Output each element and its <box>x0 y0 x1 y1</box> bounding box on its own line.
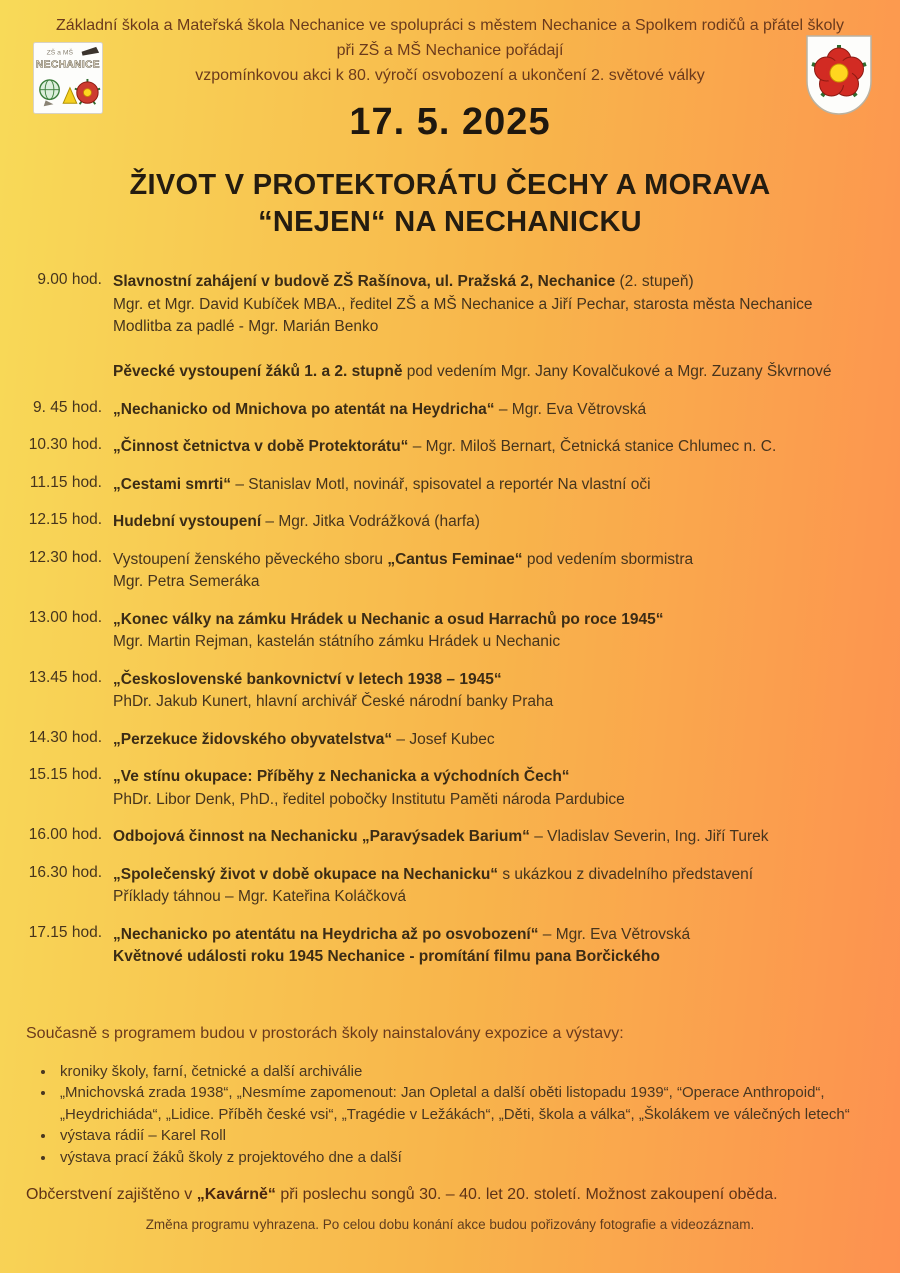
schedule-line <box>113 339 874 362</box>
schedule-line <box>113 511 874 534</box>
bold-text: „Nechanicko po atentátu na Heydricha až po osvobození“ <box>113 925 539 943</box>
schedule-time: 11.15 hod. <box>29 473 102 491</box>
schedule-time: 16.00 hod. <box>28 826 102 843</box>
schedule-content <box>113 826 874 849</box>
schedule-content <box>113 609 874 654</box>
schedule-row <box>26 669 874 714</box>
text: Mgr. Petra Semeráka <box>113 573 260 590</box>
expositions-intro: Současně s programem budou v prostorách školy nainstalovány expozice a výstavy: <box>26 1024 624 1042</box>
text: – Mgr. Jitka Vodrážková (harfa) <box>261 513 480 530</box>
schedule-line <box>113 826 874 849</box>
schedule-time: 13.45 hod. <box>28 668 102 686</box>
svg-text:ZŠ a MŠ: ZŠ a MŠ <box>46 49 74 57</box>
schedule-row <box>26 766 874 811</box>
text: pod vedením sbormistra <box>522 550 694 568</box>
bold-text: „Perzekuce židovského obyvatelstva“ <box>113 730 393 748</box>
schedule-line <box>113 924 874 947</box>
text: s ukázkou z divadelního představení <box>498 865 754 883</box>
expo-list <box>36 1061 874 1169</box>
schedule-line <box>113 864 874 887</box>
bold-text: „Společenský život v době okupace na Nechanicku“ <box>113 865 499 883</box>
text: Občerstvení zajištěno v <box>26 1186 197 1203</box>
schedule-time: 17.15 hod. <box>28 923 102 941</box>
bold-text: Hudební vystoupení <box>113 513 262 530</box>
header <box>0 0 900 88</box>
bold-text: „Konec války na zámku Hrádek u Nechanic a osud Harrachů po roce 1945“ <box>113 610 664 628</box>
schedule-row <box>26 399 874 422</box>
bold-text: Pěvecké vystoupení žáků 1. a 2. stupně <box>113 363 403 380</box>
bold-text: Odbojová činnost na Nechanicku „Paravýsadek Barium“ <box>113 828 530 845</box>
schedule-line <box>113 669 874 692</box>
schedule-row <box>26 826 874 849</box>
schedule-line <box>113 729 874 752</box>
schedule-time: 12.15 hod. <box>28 511 102 528</box>
header-line-1: Základní škola a Mateřská škola Nechanice ve spolupráci s městem Nechanice a Spolkem rodičů a přátel školy <box>56 17 844 34</box>
schedule-line <box>113 399 874 422</box>
header-line-2: při ZŠ a MŠ Nechanice pořádají <box>336 42 564 59</box>
schedule-content <box>113 511 874 534</box>
text: Mgr. Martin Rejman, kastelán státního zámku Hrádek u Nechanic <box>113 633 561 650</box>
expo-item: • výstava prací žáků školy z projektového dne a další <box>56 1147 874 1169</box>
bold-text: „Ve stínu okupace: Příběhy z Nechanicka a východních Čech“ <box>113 768 570 785</box>
text: Příklady táhnou – Mgr. Kateřina Koláčková <box>113 888 406 905</box>
bold-text: Květnové události roku 1945 Nechanice - promítání filmu pana Borčického <box>113 948 660 965</box>
schedule-row <box>26 609 874 654</box>
bold-text: „Cestami smrti“ <box>113 475 232 493</box>
bold-text: „Nechanicko od Mnichova po atentát na Heydricha“ <box>113 400 495 418</box>
text: – Mgr. Eva Větrovská <box>538 925 691 943</box>
title-line-1: ŽIVOT V PROTEKTORÁTU ČECHY A MORAVA <box>129 169 771 201</box>
schedule-time: 15.15 hod. <box>28 766 102 783</box>
text: – Mgr. Miloš Bernart, Četnická stanice Chlumec n. C. <box>408 438 777 455</box>
schedule-row <box>26 271 874 384</box>
schedule-content <box>113 474 874 497</box>
schedule-content <box>113 924 874 969</box>
bold-text: „Cantus Feminae“ <box>387 550 523 568</box>
schedule-line <box>113 436 874 459</box>
schedule-line <box>113 789 874 812</box>
text: – Stanislav Motl, novinář, spisovatel a reportér Na vlastní oči <box>231 475 651 493</box>
text: – Josef Kubec <box>392 730 495 748</box>
school-logo-icon <box>33 42 103 114</box>
schedule-content <box>113 669 874 714</box>
event-date: 17. 5. 2025 <box>349 101 551 143</box>
schedule-row <box>26 474 874 497</box>
schedule-row <box>26 864 874 909</box>
header-line-3: vzpomínkovou akci k 80. výročí osvobození a ukončení 2. světové války <box>195 67 705 84</box>
schedule-row <box>26 436 874 459</box>
schedule-time: 16.30 hod. <box>28 863 102 881</box>
schedule-time: 12.30 hod. <box>28 548 102 566</box>
schedule-content <box>113 766 874 811</box>
expo-item: • „Mnichovská zrada 1938“, „Nesmíme zapomenout: Jan Opletal a další oběti listopadu 1939“, “Operace Anthropoid“, „Heydrichiáda“, „Lidice. Příběh české vsi“, „Tragédie v Ležákách“, „Děti, škola a válka“, „Školákem ve válečných letech“ <box>56 1082 874 1125</box>
coat-of-arms-icon <box>804 33 874 117</box>
refreshment-note <box>26 1186 874 1204</box>
schedule-line <box>113 361 874 384</box>
schedule-row <box>26 549 874 594</box>
text: Vystoupení ženského pěveckého sboru <box>113 550 388 568</box>
bold-text: „Československé bankovnictví v letech 1938 – 1945“ <box>113 670 502 688</box>
schedule-content <box>113 729 874 752</box>
schedule-content <box>113 549 874 594</box>
bold-text: „Kavárně“ <box>196 1186 276 1203</box>
schedule-line <box>113 946 874 969</box>
schedule-row <box>26 511 874 534</box>
schedule-content <box>113 399 874 422</box>
bold-text: Slavnostní zahájení v budově ZŠ Rašínova, ul. Pražská 2, Nechanice <box>113 273 616 290</box>
text: – Vladislav Severin, Ing. Jiří Turek <box>529 828 769 845</box>
schedule-line <box>113 691 874 714</box>
footer-note: Změna programu vyhrazena. Po celou dobu konání akce budou pořizovány fotografie a videozáznam. <box>145 1217 755 1232</box>
schedule-content <box>113 864 874 909</box>
text: Modlitba za padlé - Mgr. Marián Benko <box>113 318 379 335</box>
svg-text:NECHANICE: NECHANICE <box>35 59 100 71</box>
schedule-line <box>113 474 874 497</box>
schedule-line <box>113 271 874 294</box>
text: PhDr. Jakub Kunert, hlavní archivář České národní banky Praha <box>113 693 554 710</box>
text: PhDr. Libor Denk, PhD., ředitel pobočky Institutu Paměti národa Pardubice <box>113 790 625 808</box>
text: při poslechu songů 30. – 40. let 20. století. Možnost zakoupení oběda. <box>275 1186 778 1203</box>
schedule-row <box>26 729 874 752</box>
schedule-time: 14.30 hod. <box>28 728 102 746</box>
schedule-line <box>113 549 874 572</box>
schedule-line <box>113 631 874 654</box>
poster-title <box>0 167 900 241</box>
schedule-time: 10.30 hod. <box>28 436 102 453</box>
bold-text: „Činnost četnictva v době Protektorátu“ <box>113 438 409 455</box>
schedule-row <box>26 924 874 969</box>
schedule-time: 13.00 hod. <box>28 608 102 626</box>
text: Mgr. et Mgr. David Kubíček MBA., ředitel ZŠ a MŠ Nechanice a Jiří Pechar, starosta města Nechanice <box>113 295 813 313</box>
schedule-content <box>113 271 874 384</box>
schedule <box>26 271 874 969</box>
text: (2. stupeň) <box>615 273 694 290</box>
text: pod vedením Mgr. Jany Kovalčukové a Mgr. Zuzany Škvrnové <box>402 363 832 380</box>
expo-item: • výstava rádií – Karel Roll <box>56 1125 874 1147</box>
schedule-line <box>113 294 874 317</box>
schedule-line <box>113 766 874 789</box>
schedule-time: 9. 45 hod. <box>33 398 102 416</box>
schedule-line <box>113 316 874 339</box>
schedule-content <box>113 436 874 459</box>
expo-item: • kroniky školy, farní, četnické a další archiválie <box>56 1061 874 1083</box>
title-line-2: “NEJEN“ NA NECHANICKU <box>258 206 642 238</box>
schedule-line <box>113 886 874 909</box>
schedule-line <box>113 571 874 594</box>
schedule-line <box>113 609 874 632</box>
text: – Mgr. Eva Větrovská <box>494 400 647 418</box>
schedule-time: 9.00 hod. <box>37 271 102 288</box>
